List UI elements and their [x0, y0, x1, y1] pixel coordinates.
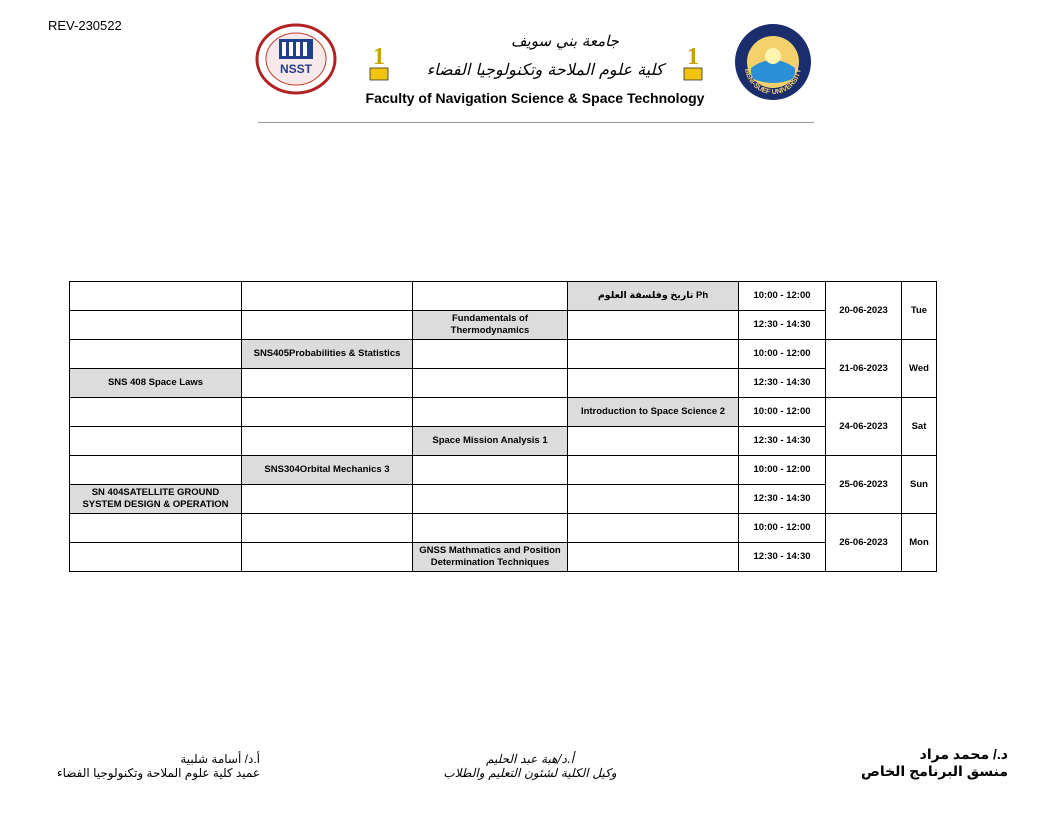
university-seal-logo: [733, 22, 813, 102]
time-slot-cell: 10:00 - 12:00: [739, 514, 826, 543]
course-cell: [70, 311, 242, 340]
exam-schedule-table: [69, 281, 937, 572]
course-cell: SNS405Probabilities & Statistics: [242, 340, 413, 369]
course-cell: [568, 485, 739, 514]
table-row: [70, 340, 937, 369]
revision-code: REV-230522: [48, 18, 122, 33]
time-slot-cell: 12:30 - 14:30: [739, 311, 826, 340]
course-cell: [568, 514, 739, 543]
time-slot-cell: 10:00 - 12:00: [739, 340, 826, 369]
course-cell: Space Mission Analysis 1: [413, 427, 568, 456]
signatory-title: وكيل الكلية لشئون التعليم والطلاب: [443, 766, 617, 780]
course-cell: [70, 427, 242, 456]
course-cell: [568, 369, 739, 398]
course-cell: [242, 543, 413, 572]
signature-program-coordinator: [861, 746, 1008, 780]
course-cell: [70, 340, 242, 369]
course-cell: [413, 282, 568, 311]
date-cell: 21-06-2023: [826, 340, 902, 398]
day-cell: Tue: [902, 282, 937, 340]
course-cell: [413, 340, 568, 369]
table-row: [70, 427, 937, 456]
time-slot-cell: 10:00 - 12:00: [739, 398, 826, 427]
course-cell: [413, 369, 568, 398]
award-badge-icon: [368, 40, 390, 82]
course-cell: [70, 514, 242, 543]
date-cell: 24-06-2023: [826, 398, 902, 456]
course-cell: [568, 311, 739, 340]
time-slot-cell: 12:30 - 14:30: [739, 369, 826, 398]
signature-dean: [48, 752, 260, 780]
time-slot-cell: 12:30 - 14:30: [739, 427, 826, 456]
course-cell: تاريخ وفلسفة العلوم Ph: [568, 282, 739, 311]
course-cell: [242, 514, 413, 543]
signatory-name: د./ محمد مراد: [919, 746, 1008, 762]
time-slot-cell: 10:00 - 12:00: [739, 282, 826, 311]
course-cell: [70, 282, 242, 311]
faculty-logo: [255, 23, 337, 95]
faculty-name-en: Faculty of Navigation Science & Space Technology: [365, 90, 705, 106]
signatory-name: أ.د/ أسامة شلبية: [180, 752, 260, 766]
course-cell: [568, 456, 739, 485]
day-cell: Sat: [902, 398, 937, 456]
award-badge-label: 1: [373, 44, 385, 70]
course-cell: [242, 485, 413, 514]
course-cell: [70, 456, 242, 485]
course-cell: [413, 398, 568, 427]
course-cell: [242, 398, 413, 427]
course-cell: SNS304Orbital Mechanics 3: [242, 456, 413, 485]
signatory-title: منسق البرنامج الخاص: [860, 763, 1008, 779]
course-cell: [413, 485, 568, 514]
table-row: [70, 485, 937, 514]
signatory-title: عميد كلية علوم الملاحة وتكنولوجيا الفضاء: [56, 766, 260, 780]
course-cell: [568, 543, 739, 572]
course-cell: [568, 427, 739, 456]
course-cell: [70, 398, 242, 427]
day-cell: Mon: [902, 514, 937, 572]
course-cell: [242, 311, 413, 340]
course-cell: [242, 369, 413, 398]
day-cell: Wed: [902, 340, 937, 398]
course-cell: SN 404SATELLITE GROUND SYSTEM DESIGN & OPERATION: [70, 485, 242, 514]
table-row: [70, 369, 937, 398]
date-cell: 25-06-2023: [826, 456, 902, 514]
date-cell: 20-06-2023: [826, 282, 902, 340]
table-row: [70, 311, 937, 340]
date-cell: 26-06-2023: [826, 514, 902, 572]
faculty-logo-text: NSST: [279, 62, 313, 76]
time-slot-cell: 12:30 - 14:30: [739, 543, 826, 572]
header-divider: [258, 122, 814, 123]
course-cell: Fundamentals of Thermodynamics: [413, 311, 568, 340]
day-cell: Sun: [902, 456, 937, 514]
letterhead: [255, 18, 815, 123]
course-cell: [413, 514, 568, 543]
course-cell: [242, 282, 413, 311]
award-badge-icon: [682, 40, 704, 82]
signatory-name: أ.د/هبة عبد الحليم: [486, 752, 574, 766]
course-cell: GNSS Mathmatics and Position Determination Techniques: [413, 543, 568, 572]
faculty-name-ar: كلية علوم الملاحة وتكنولوجيا الفضاء: [426, 60, 664, 79]
course-cell: SNS 408 Space Laws: [70, 369, 242, 398]
course-cell: [413, 456, 568, 485]
table-row: [70, 543, 937, 572]
course-cell: Introduction to Space Science 2: [568, 398, 739, 427]
university-name-ar: جامعة بني سويف: [511, 32, 619, 50]
table-row: [70, 398, 937, 427]
course-cell: [70, 543, 242, 572]
table-row: [70, 282, 937, 311]
signature-vice-dean: [430, 752, 630, 780]
table-row: [70, 514, 937, 543]
university-seal-text: BENI-SUEF UNIVERSITY: [743, 68, 803, 97]
award-badge-label: 1: [687, 44, 699, 70]
table-row: [70, 456, 937, 485]
time-slot-cell: 10:00 - 12:00: [739, 456, 826, 485]
course-cell: [242, 427, 413, 456]
time-slot-cell: 12:30 - 14:30: [739, 485, 826, 514]
course-cell: [568, 340, 739, 369]
